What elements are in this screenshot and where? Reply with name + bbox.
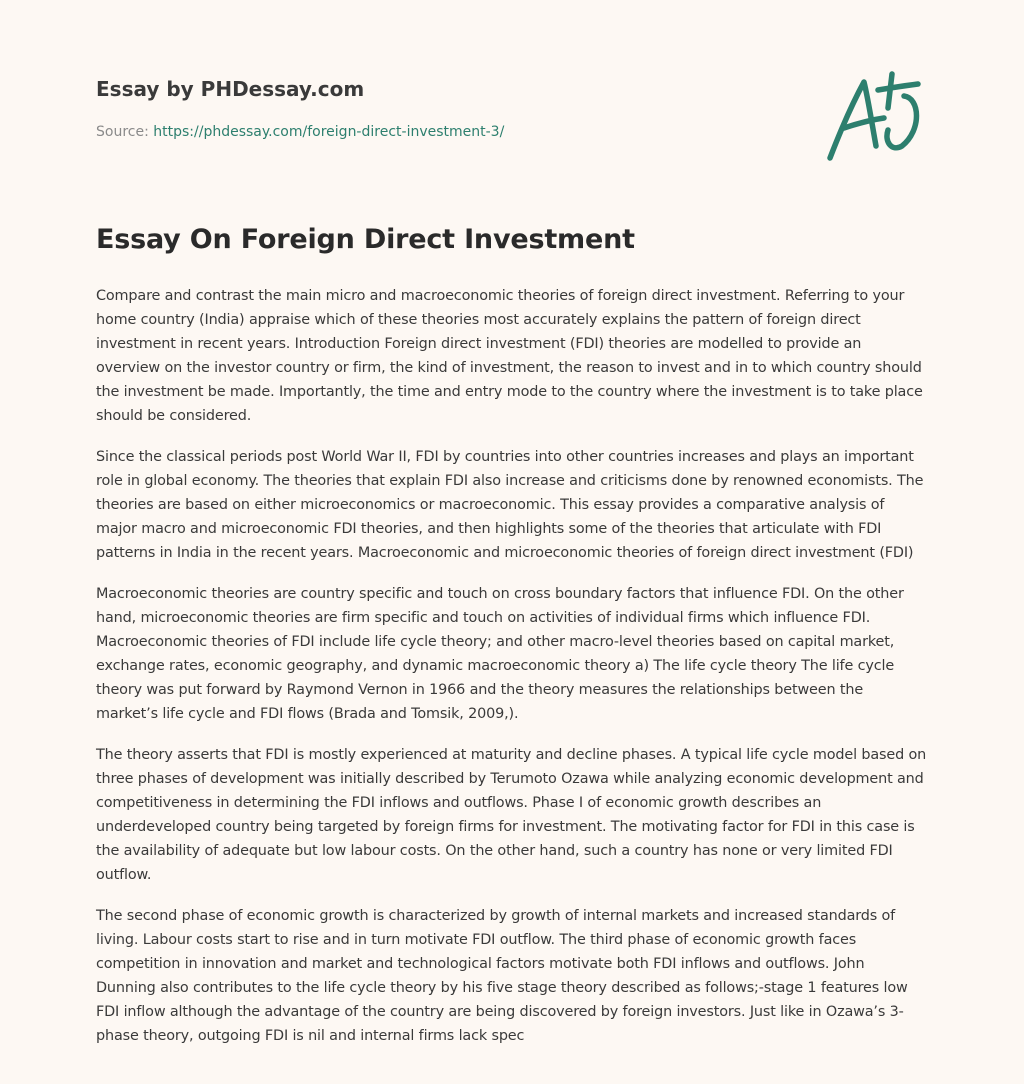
essay-title: Essay On Foreign Direct Investment [96, 224, 635, 255]
essay-paragraph: The second phase of economic growth is characterized by growth of internal markets and increased standards of living. Labour costs start to rise and in turn motivate FDI outflow. The third phase of economic growth faces competition in innovation and market and technological factors motivate both FDI inflows and outflows. John Dunning also contributes to the life cycle theory by his five stage theory described as follows;-stage 1 features low FDI inflow although the advantage of the country are being discovered by foreign investors. Just like in Ozawa’s 3-phase theory, outgoing FDI is nil and internal firms lack spec [96, 908, 908, 1044]
site-brand: Essay by PHDessay.com [96, 77, 365, 101]
source-link[interactable]: https://phdessay.com/foreign-direct-investment-3/ [153, 124, 505, 140]
a-plus-logo-icon [822, 68, 926, 164]
source-label: Source: [96, 124, 154, 140]
essay-paragraph: Macroeconomic theories are country specific and touch on cross boundary factors that influence FDI. On the other hand, microeconomic theories are firm specific and touch on activities of individual firms which influence FDI. Macroeconomic theories of FDI include life cycle theory; and other macro-level theories based on capital market, exchange rates, economic geography, and dynamic macroeconomic theory a) The life cycle theory The life cycle theory was put forward by Raymond Vernon in 1966 and the theory measures the relationships between the market’s life cycle and FDI flows (Brada and Tomsik, 2009,). [96, 586, 904, 722]
essay-paragraph: Compare and contrast the main micro and macroeconomic theories of foreign direct investment. Referring to your home country (India) appraise which of these theories most accurately explains the pattern of foreign direct investment in recent years. Introduction Foreign direct investment (FDI) theories are modelled to provide an overview on the investor country or firm, the kind of investment, the reason to invest and in to which country should the investment be made. Importantly, the time and entry mode to the country where the investment is to take place should be considered. [96, 288, 923, 424]
essay-paragraph: The theory asserts that FDI is mostly experienced at maturity and decline phases. A typical life cycle model based on three phases of development was initially described by Terumoto Ozawa while analyzing economic development and competitiveness in determining the FDI inflows and outflows. Phase I of economic growth describes an underdeveloped country being targeted by foreign firms for investment. The motivating factor for FDI in this case is the availability of adequate but low labour costs. On the other hand, such a country has none or very limited FDI outflow. [96, 747, 927, 883]
essay-body [96, 284, 928, 1065]
source-line [96, 124, 504, 140]
essay-paragraph: Since the classical periods post World War II, FDI by countries into other countries increases and plays an important role in global economy. The theories that explain FDI also increase and criticisms done by renowned economists. The theories are based on either microeconomics or macroeconomic. This essay provides a comparative analysis of major macro and microeconomic FDI theories, and then highlights some of the theories that articulate with FDI patterns in India in the recent years. Macroeconomic and microeconomic theories of foreign direct investment (FDI) [96, 449, 924, 561]
